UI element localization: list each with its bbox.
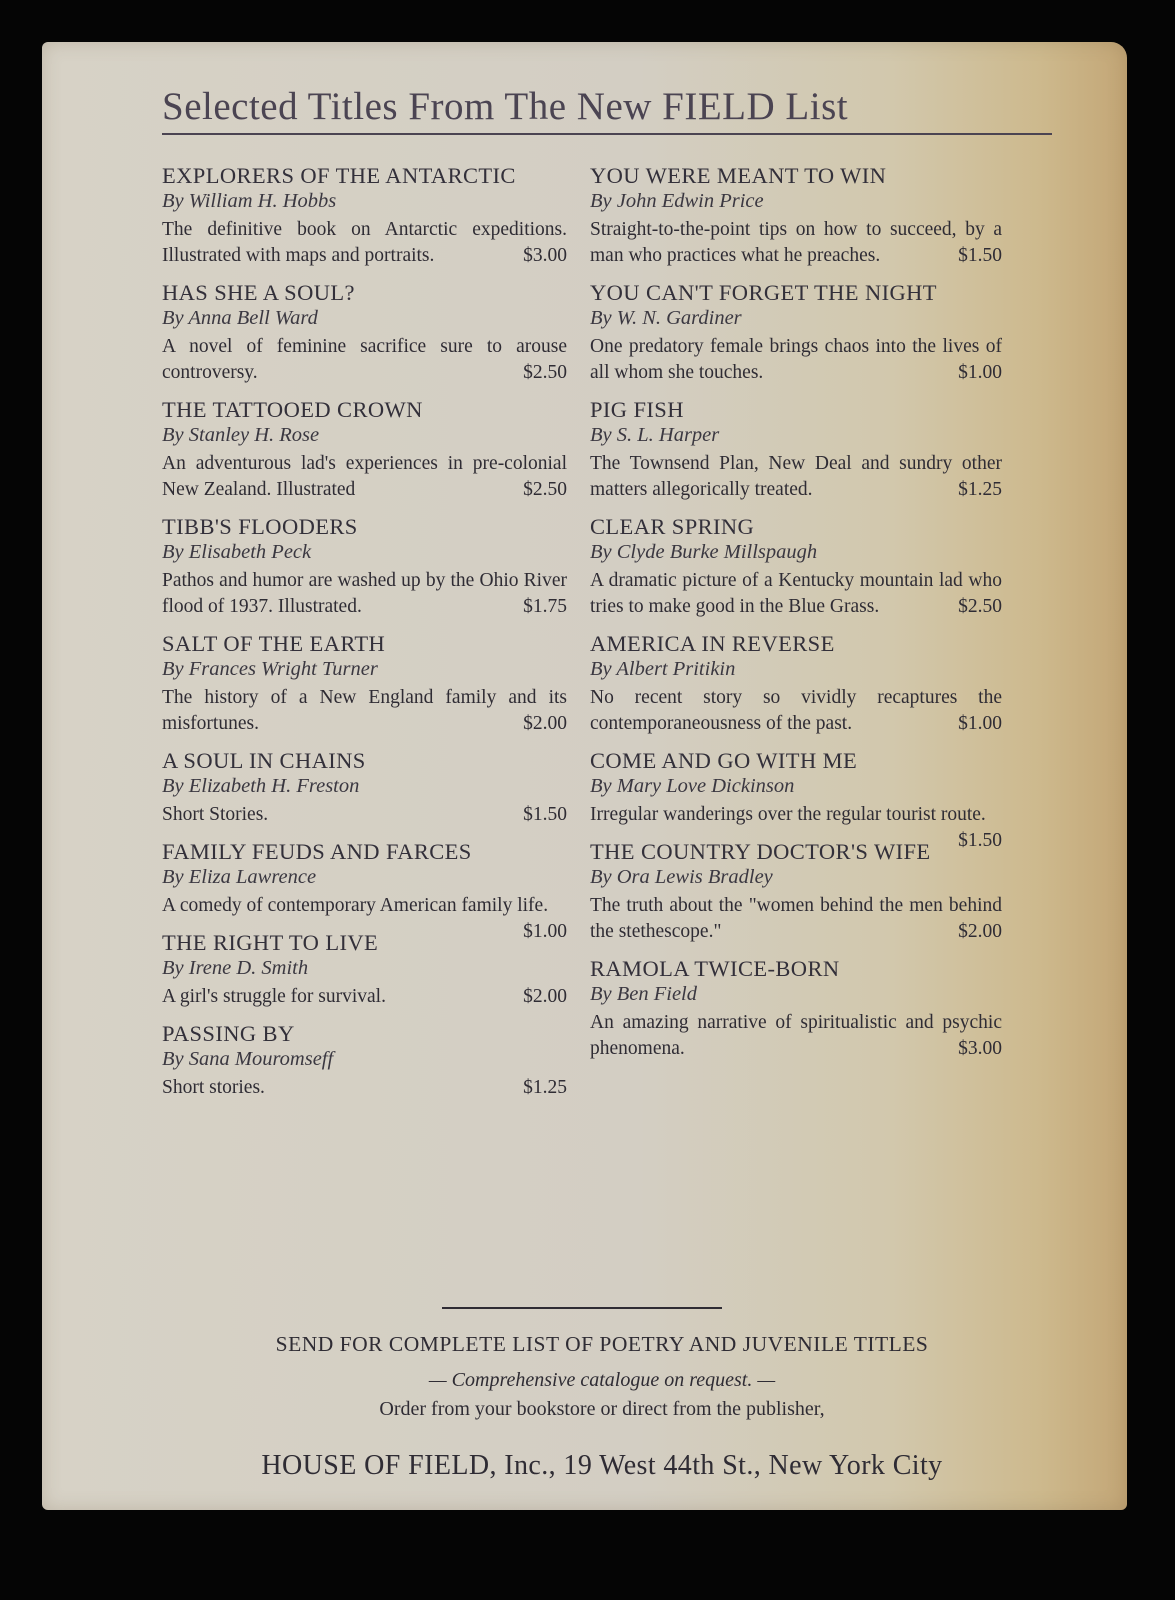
book-description-text: The Townsend Plan, New Deal and sundry other matters allegorically treated. — [590, 453, 1002, 500]
book-entry — [162, 838, 567, 942]
book-title: THE TATTOOED CROWN — [162, 397, 423, 422]
book-description — [162, 217, 567, 269]
book-description-text: A dramatic picture of a Kentucky mountain lad who tries to make good in the Blue Grass. — [590, 570, 1002, 617]
book-author: By Elisabeth Peck — [162, 541, 312, 563]
book-title: RAMOLA TWICE-BORN — [590, 956, 840, 981]
book-title: AMERICA IN REVERSE — [590, 631, 835, 656]
book-price: $1.25 — [958, 479, 1002, 500]
book-description — [162, 984, 567, 1010]
book-price: $2.50 — [523, 479, 567, 500]
book-author: By Albert Pritikin — [590, 658, 736, 680]
book-description-text: A girl's struggle for survival. — [162, 986, 386, 1007]
book-title: A SOUL IN CHAINS — [162, 748, 366, 773]
book-description-text: The truth about the "women behind the men behind the stethescope." — [590, 895, 1002, 942]
book-description-text: The definitive book on Antarctic expeditions. Illustrated with maps and portraits. — [162, 219, 567, 266]
book-title: YOU CAN'T FORGET THE NIGHT — [590, 280, 937, 305]
book-jacket-back — [42, 42, 1127, 1510]
book-description — [162, 568, 567, 620]
book-entry — [162, 279, 567, 386]
book-price: $1.00 — [523, 921, 567, 942]
book-description — [590, 217, 1002, 269]
book-entry — [590, 955, 1002, 1062]
book-price: $1.00 — [958, 362, 1002, 383]
right-column — [590, 162, 1002, 1072]
book-description — [590, 685, 1002, 737]
book-description — [162, 685, 567, 737]
book-author: By Stanley H. Rose — [162, 424, 320, 446]
book-price: $1.50 — [523, 804, 567, 825]
book-description-text: No recent story so vividly recaptures the contemporaneousness of the past. — [590, 687, 1002, 734]
book-description — [590, 451, 1002, 503]
book-entry — [162, 513, 567, 620]
book-description — [590, 568, 1002, 620]
book-description — [162, 802, 567, 828]
book-entry — [162, 1020, 567, 1101]
book-author: By Irene D. Smith — [162, 957, 309, 979]
book-price: $3.00 — [523, 245, 567, 266]
book-description-text: The history of a New England family and its misfortunes. — [162, 687, 567, 734]
book-price: $2.00 — [523, 986, 567, 1007]
book-description — [162, 334, 567, 386]
book-author: By Elizabeth H. Freston — [162, 775, 360, 797]
book-title: HAS SHE A SOUL? — [162, 280, 355, 305]
book-description — [590, 334, 1002, 386]
book-title: CLEAR SPRING — [590, 514, 755, 539]
book-author: By S. L. Harper — [590, 424, 720, 446]
book-author: By Eliza Lawrence — [162, 866, 317, 888]
book-description — [590, 802, 1002, 851]
send-notice: SEND FOR COMPLETE LIST OF POETRY AND JUVENILE TITLES — [275, 1332, 929, 1356]
book-title: FAMILY FEUDS AND FARCES — [162, 839, 472, 864]
book-entry — [590, 838, 1002, 945]
book-author: By Mary Love Dickinson — [590, 775, 795, 797]
book-price: $3.00 — [958, 1038, 1002, 1059]
book-author: By Clyde Burke Millspaugh — [590, 541, 818, 563]
book-title: COME AND GO WITH ME — [590, 748, 858, 773]
book-description — [590, 893, 1002, 945]
book-entry — [590, 630, 1002, 737]
book-author: By Frances Wright Turner — [162, 658, 378, 680]
book-entry — [162, 630, 567, 737]
book-entry — [162, 162, 567, 269]
book-title: THE COUNTRY DOCTOR'S WIFE — [590, 839, 931, 864]
book-author: By Anna Bell Ward — [162, 307, 318, 329]
book-description-text: Pathos and humor are washed up by the Ohio River flood of 1937. Illustrated. — [162, 570, 567, 617]
book-title: THE RIGHT TO LIVE — [162, 930, 379, 955]
book-title: YOU WERE MEANT TO WIN — [590, 163, 887, 188]
book-entry — [590, 162, 1002, 269]
left-column — [162, 162, 567, 1111]
book-entry — [590, 513, 1002, 620]
book-entry — [162, 396, 567, 503]
book-entry — [162, 929, 567, 1010]
book-description-text: An adventurous lad's experiences in pre-colonial New Zealand. Illustrated — [162, 453, 567, 500]
order-note: Order from your bookstore or direct from the publisher, — [379, 1398, 825, 1420]
book-author: By W. N. Gardiner — [590, 307, 742, 329]
book-description — [162, 451, 567, 503]
book-author: By Ora Lewis Bradley — [590, 866, 773, 888]
book-price: $1.50 — [958, 830, 1002, 851]
divider — [442, 1307, 722, 1309]
book-title: SALT OF THE EARTH — [162, 631, 386, 656]
book-description-text: A comedy of contemporary American family life. — [162, 895, 549, 916]
publisher-address: HOUSE OF FIELD, Inc., 19 West 44th St., New York City — [261, 1450, 943, 1481]
book-entry — [590, 279, 1002, 386]
book-entry — [162, 747, 567, 828]
book-description — [590, 1010, 1002, 1062]
book-description-text: A novel of feminine sacrifice sure to arouse controversy. — [162, 336, 567, 383]
book-description-text: Irregular wanderings over the regular tourist route. — [590, 804, 986, 825]
book-price: $2.50 — [958, 596, 1002, 617]
book-price: $2.50 — [523, 362, 567, 383]
book-description-text: Straight-to-the-point tips on how to succeed, by a man who practices what he preaches. — [590, 219, 1002, 266]
book-title: TIBB'S FLOODERS — [162, 514, 358, 539]
book-price: $2.00 — [958, 921, 1002, 942]
book-description — [162, 893, 567, 942]
book-price: $1.00 — [958, 713, 1002, 734]
book-description-text: One predatory female brings chaos into the lives of all whom she touches. — [590, 336, 1002, 383]
book-author: By William H. Hobbs — [162, 190, 337, 212]
book-author: By John Edwin Price — [590, 190, 764, 212]
book-description — [162, 1075, 567, 1101]
book-description-text: Short stories. — [162, 1077, 265, 1098]
book-price: $2.00 — [523, 713, 567, 734]
book-description-text: Short Stories. — [162, 804, 269, 825]
book-price: $1.25 — [523, 1077, 567, 1098]
book-title: EXPLORERS OF THE ANTARCTIC — [162, 163, 516, 188]
book-entry — [590, 396, 1002, 503]
page-title: Selected Titles From The New FIELD List — [162, 84, 1052, 135]
book-price: $1.75 — [523, 596, 567, 617]
catalogue-note: — Comprehensive catalogue on request. — — [428, 1369, 776, 1391]
book-title: PASSING BY — [162, 1021, 295, 1046]
book-title: PIG FISH — [590, 397, 684, 422]
book-entry — [590, 747, 1002, 851]
book-author: By Ben Field — [590, 983, 698, 1005]
book-price: $1.50 — [958, 245, 1002, 266]
book-description-text: An amazing narrative of spiritualistic and psychic phenomena. — [590, 1012, 1002, 1059]
book-author: By Sana Mouromseff — [162, 1048, 334, 1070]
